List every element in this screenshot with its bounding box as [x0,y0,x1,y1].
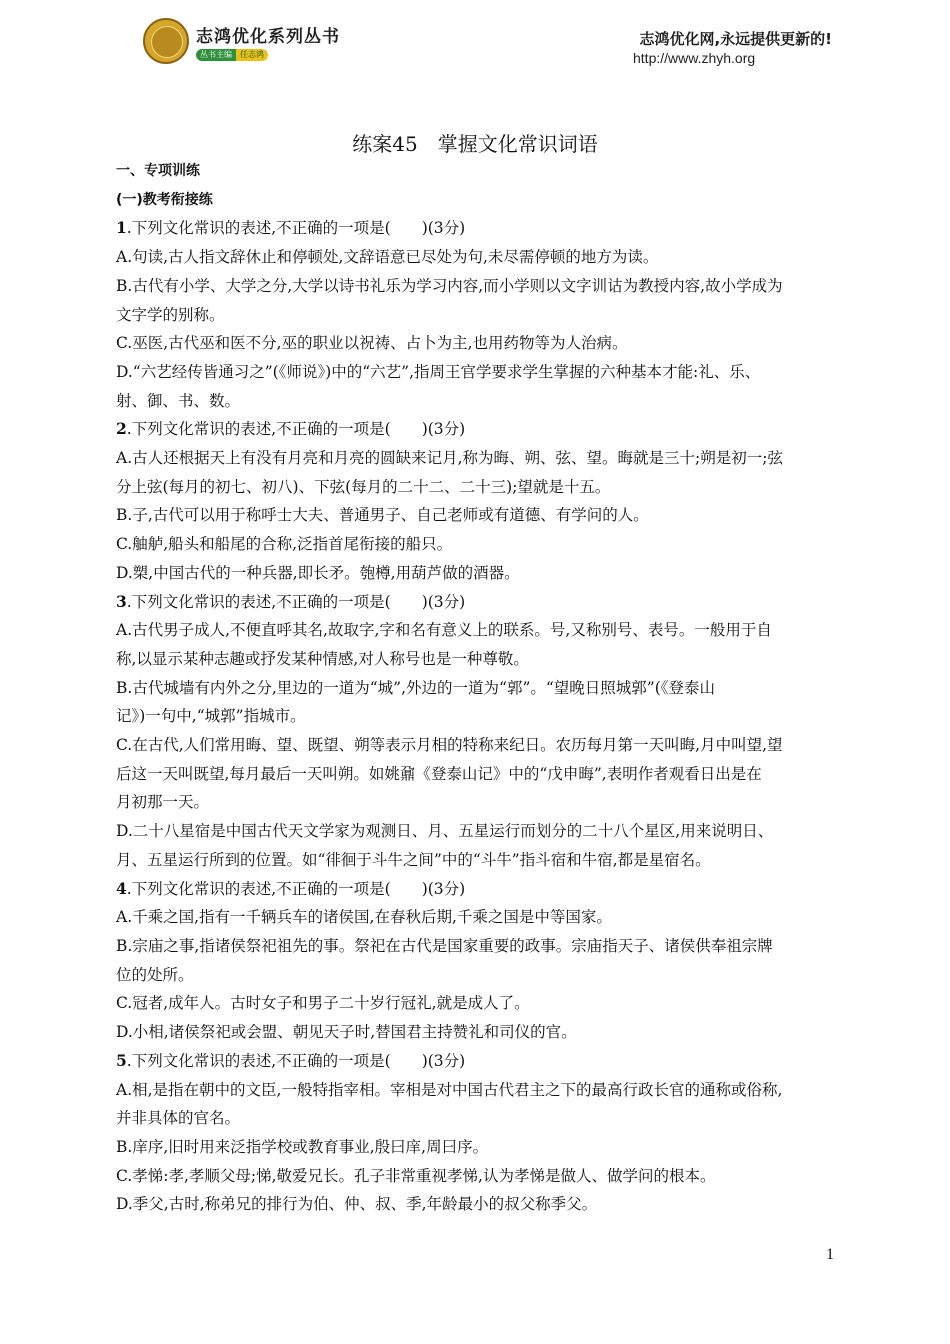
option-line: A.句读,古人指文辞休止和停顿处,文辞语意已尽处为句,未尽需停顿的地方为读。 [116,248,659,267]
option-line: C.舳舻,船头和船尾的合称,泛指首尾衔接的船只。 [116,535,453,554]
option-line: B.古代城墙有内外之分,里边的一道为“城”,外边的一道为“郭”。“望晚日照城郭”(《登泰山 [116,678,716,697]
option-line: C.巫医,古代巫和医不分,巫的职业以祝祷、占卜为主,也用药物等为人治病。 [116,334,628,353]
question-stem [116,1047,844,1076]
question-stem [116,415,844,444]
question-stem [116,588,844,617]
question-text: .下列文化常识的表述,不正确的一项是( )(3分) [126,420,466,439]
question-number: 3 [116,591,127,611]
option-line: A.古代男子成人,不便直呼其名,故取字,字和名有意义上的联系。号,又称别号、表号。一般用于自 [116,621,772,640]
option-line: D.季父,古时,称弟兄的排行为伯、仲、叔、季,年龄最小的叔父称季父。 [116,1195,598,1214]
site-slogan: 志鸿优化网,永远提供更新的! [639,30,832,48]
option-line: 记》)一句中,“城郭”指城市。 [116,707,306,726]
question-number: 4 [116,878,127,898]
question-number: 5 [116,1050,127,1070]
option-line: 称,以显示某种志趣或抒发某种情感,对人称号也是一种尊敬。 [116,649,529,668]
editor-name: 任志鸿 [236,49,268,61]
option-line: A.千乘之国,指有一千辆兵车的诸侯国,在春秋后期,千乘之国是中等国家。 [116,908,612,927]
question-text: .下列文化常识的表述,不正确的一项是( )(3分) [126,219,466,238]
option-line: C.冠者,成年人。古时女子和男子二十岁行冠礼,就是成人了。 [116,994,530,1013]
option-line: 月初那一天。 [116,793,210,812]
option-line: A.相,是指在朝中的文臣,一般特指宰相。宰相是对中国古代君主之下的最高行政长官的通称或俗称, [116,1080,783,1099]
option-line: B.宗庙之事,指诸侯祭祀祖先的事。祭祀在古代是国家重要的政事。宗庙指天子、诸侯供奉祖宗牌 [116,936,773,955]
option-line: 射、御、书、数。 [116,391,241,410]
editor-label: 丛书主编 [196,49,236,61]
site-url[interactable]: http://www.zhyh.org [633,50,756,66]
option-line: A.古人还根据天上有没有月亮和月亮的圆缺来记月,称为晦、朔、弦、望。晦就是三十;朔是初一;弦 [116,449,783,468]
section-heading: 一、专项训练 [116,163,200,179]
page-number: 1 [826,1246,834,1263]
series-title: 志鸿优化系列丛书 [196,27,340,47]
question-stem [116,875,844,904]
option-line: 月、五星运行所到的位置。如“徘徊于斗牛之间”中的“斗牛”指斗宿和牛宿,都是星宿名。 [116,850,711,869]
option-line: 位的处所。 [116,965,194,984]
question-text: .下列文化常识的表述,不正确的一项是( )(3分) [126,879,466,898]
subsection-heading: (一)教考衔接练 [116,191,213,208]
option-line: 文字学的别称。 [116,305,225,324]
question-stem [116,214,844,243]
page-header [0,0,950,80]
option-line: 后这一天叫既望,每月最后一天叫朔。如姚鼐《登泰山记》中的“戊申晦”,表明作者观看日出是在 [116,764,762,783]
option-line: D.“六艺经传皆通习之”(《师说》)中的“六艺”,指周王官学要求学生掌握的六种基本才能:礼、乐、 [116,362,761,381]
option-line: D.二十八星宿是中国古代天文学家为观测日、月、五星运行而划分的二十八个星区,用来说明日、 [116,822,774,841]
question-text: .下列文化常识的表述,不正确的一项是( )(3分) [126,1051,466,1070]
option-line: B.子,古代可以用于称呼士大夫、普通男子、自己老师或有道德、有学问的人。 [116,506,649,525]
document-body [116,157,844,1219]
seal-logo [143,18,189,64]
question-text: .下列文化常识的表述,不正确的一项是( )(3分) [126,592,466,611]
option-line: D.小相,诸侯祭祀或会盟、朝见天子时,替国君主持赞礼和司仪的官。 [116,1023,577,1042]
option-line: C.孝悌:孝,孝顺父母;悌,敬爱兄长。孔子非常重视孝悌,认为孝悌是做人、做学问的根本。 [116,1166,716,1185]
page-title: 练案45 掌握文化常识词语 [352,132,598,156]
option-line: 分上弦(每月的初七、初八)、下弦(每月的二十二、二十三);望就是十五。 [116,477,611,496]
option-line: 并非具体的官名。 [116,1109,241,1128]
question-number: 2 [116,419,127,439]
option-line: D.槊,中国古代的一种兵器,即长矛。匏樽,用葫芦做的酒器。 [116,563,520,582]
editor-credit [196,49,290,61]
option-line: B.古代有小学、大学之分,大学以诗书礼乐为学习内容,而小学则以文字训诂为教授内容,故小学成为 [116,276,783,295]
question-list [116,214,844,1219]
option-line: C.在古代,人们常用晦、望、既望、朔等表示月相的特称来纪日。农历每月第一天叫晦,月中叫望,望 [116,736,783,755]
question-number: 1 [116,218,127,238]
option-line: B.庠序,旧时用来泛指学校或教育事业,殷曰庠,周曰序。 [116,1137,489,1156]
